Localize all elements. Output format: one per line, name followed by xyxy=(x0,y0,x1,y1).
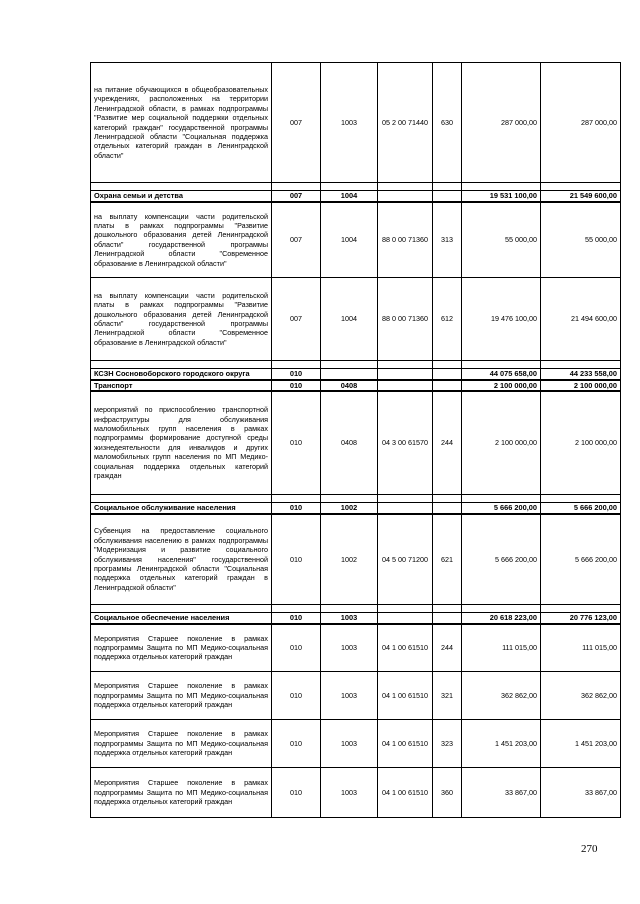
table-row xyxy=(91,202,621,278)
cell-amount-year-1: 362 862,00 xyxy=(462,672,541,720)
cell-description: Социальное обслуживание населения xyxy=(91,503,272,514)
cell-amount-year-1: 33 867,00 xyxy=(462,768,541,818)
cell-amount-year-1: 2 100 000,00 xyxy=(462,380,541,391)
cell-expense-type: 630 xyxy=(433,63,462,183)
cell-amount-year-1: 5 666 200,00 xyxy=(462,503,541,514)
cell-description: Транспорт xyxy=(91,380,272,391)
cell-amount-year-1: 19 531 100,00 xyxy=(462,191,541,202)
spacer-cell xyxy=(541,605,621,613)
table-row xyxy=(91,768,621,818)
spacer-cell xyxy=(272,361,321,369)
cell-department-code: 010 xyxy=(272,391,321,495)
cell-section-code: 1003 xyxy=(321,720,378,768)
cell-target-article: 88 0 00 71360 xyxy=(378,278,433,361)
cell-target-article: 04 1 00 61510 xyxy=(378,720,433,768)
cell-expense-type: 612 xyxy=(433,278,462,361)
cell-amount-year-2: 5 666 200,00 xyxy=(541,503,621,514)
budget-table xyxy=(90,62,621,818)
cell-section-code: 1003 xyxy=(321,63,378,183)
spacer-cell xyxy=(321,361,378,369)
cell-section-code: 1003 xyxy=(321,672,378,720)
spacer-cell xyxy=(433,183,462,191)
cell-target-article: 05 2 00 71440 xyxy=(378,63,433,183)
cell-section-code: 1003 xyxy=(321,768,378,818)
cell-description: Охрана семьи и детства xyxy=(91,191,272,202)
spacer-cell xyxy=(462,495,541,503)
spacer-row xyxy=(91,361,621,369)
table-row xyxy=(91,391,621,495)
cell-department-code: 010 xyxy=(272,380,321,391)
spacer-cell xyxy=(91,361,272,369)
cell-description: на выплату компенсации части родительской платы в рамках подпрограммы "Развитие дошкольного образования детей Ленинградской области" государственной программы Ленинградской области "Современное образование в Ленинградской области" xyxy=(91,278,272,361)
cell-amount-year-2: 21 494 600,00 xyxy=(541,278,621,361)
cell-expense-type xyxy=(433,369,462,380)
section-row xyxy=(91,613,621,624)
cell-expense-type: 323 xyxy=(433,720,462,768)
spacer-cell xyxy=(462,361,541,369)
spacer-cell xyxy=(272,495,321,503)
cell-description: мероприятий по приспособлению транспортной инфраструктуры для обслуживания маломобильных групп населения в рамках подпрограммы формирование доступной среды жизнедеятельности для инвалидов и других маломобильных групп населения по МП Медико-социальная поддержка отдельных категорий граждан xyxy=(91,391,272,495)
spacer-row xyxy=(91,495,621,503)
cell-expense-type: 321 xyxy=(433,672,462,720)
cell-amount-year-1: 19 476 100,00 xyxy=(462,278,541,361)
table-row xyxy=(91,624,621,672)
cell-expense-type xyxy=(433,380,462,391)
cell-section-code: 1003 xyxy=(321,624,378,672)
cell-amount-year-1: 55 000,00 xyxy=(462,202,541,278)
cell-amount-year-1: 1 451 203,00 xyxy=(462,720,541,768)
spacer-cell xyxy=(541,361,621,369)
cell-section-code: 1002 xyxy=(321,503,378,514)
table-row xyxy=(91,278,621,361)
spacer-row xyxy=(91,183,621,191)
cell-target-article xyxy=(378,369,433,380)
cell-target-article: 04 3 00 61570 xyxy=(378,391,433,495)
cell-section-code xyxy=(321,369,378,380)
table-body xyxy=(91,63,621,818)
spacer-cell xyxy=(433,605,462,613)
cell-department-code: 010 xyxy=(272,672,321,720)
table-row xyxy=(91,63,621,183)
cell-description: КСЗН Сосновоборского городского округа xyxy=(91,369,272,380)
section-row xyxy=(91,380,621,391)
cell-department-code: 007 xyxy=(272,191,321,202)
cell-department-code: 007 xyxy=(272,278,321,361)
cell-amount-year-2: 5 666 200,00 xyxy=(541,514,621,605)
cell-amount-year-1: 2 100 000,00 xyxy=(462,391,541,495)
spacer-cell xyxy=(378,361,433,369)
cell-target-article xyxy=(378,380,433,391)
cell-department-code: 010 xyxy=(272,720,321,768)
spacer-cell xyxy=(541,495,621,503)
cell-section-code: 1004 xyxy=(321,278,378,361)
cell-target-article: 04 5 00 71200 xyxy=(378,514,433,605)
cell-amount-year-2: 1 451 203,00 xyxy=(541,720,621,768)
cell-amount-year-2: 287 000,00 xyxy=(541,63,621,183)
spacer-cell xyxy=(462,605,541,613)
cell-amount-year-2: 2 100 000,00 xyxy=(541,391,621,495)
cell-amount-year-2: 2 100 000,00 xyxy=(541,380,621,391)
section-row xyxy=(91,503,621,514)
cell-expense-type: 244 xyxy=(433,391,462,495)
cell-amount-year-2: 33 867,00 xyxy=(541,768,621,818)
cell-description: Мероприятия Старшее поколение в рамках подпрограммы Защита по МП Медико-социальная поддержка отдельных категорий граждан xyxy=(91,720,272,768)
spacer-cell xyxy=(433,361,462,369)
cell-target-article xyxy=(378,191,433,202)
spacer-cell xyxy=(321,605,378,613)
spacer-cell xyxy=(272,605,321,613)
page-number: 270 xyxy=(581,843,598,855)
cell-description: Мероприятия Старшее поколение в рамках подпрограммы Защита по МП Медико-социальная поддержка отдельных категорий граждан xyxy=(91,624,272,672)
cell-description: Мероприятия Старшее поколение в рамках подпрограммы Защита по МП Медико-социальная поддержка отдельных категорий граждан xyxy=(91,672,272,720)
cell-expense-type: 313 xyxy=(433,202,462,278)
cell-department-code: 010 xyxy=(272,514,321,605)
cell-section-code: 1003 xyxy=(321,613,378,624)
cell-expense-type xyxy=(433,503,462,514)
section-row xyxy=(91,191,621,202)
cell-amount-year-2: 55 000,00 xyxy=(541,202,621,278)
cell-description: на питание обучающихся в общеобразовательных учреждениях, расположенных на территории Ленинградской области, в рамках подпрограммы "Развитие мер социальной поддержки отдельных категорий граждан" государственной программы Ленинградской области "Социальная поддержка отдельных категорий граждан в Ленинградской области" xyxy=(91,63,272,183)
cell-amount-year-2: 44 233 558,00 xyxy=(541,369,621,380)
cell-department-code: 010 xyxy=(272,369,321,380)
cell-department-code: 007 xyxy=(272,63,321,183)
cell-target-article: 88 0 00 71360 xyxy=(378,202,433,278)
cell-amount-year-1: 287 000,00 xyxy=(462,63,541,183)
cell-target-article xyxy=(378,503,433,514)
cell-target-article xyxy=(378,613,433,624)
spacer-row xyxy=(91,605,621,613)
table-row xyxy=(91,720,621,768)
cell-section-code: 1004 xyxy=(321,191,378,202)
spacer-cell xyxy=(91,183,272,191)
spacer-cell xyxy=(541,183,621,191)
spacer-cell xyxy=(462,183,541,191)
spacer-cell xyxy=(272,183,321,191)
cell-section-code: 1002 xyxy=(321,514,378,605)
cell-department-code: 010 xyxy=(272,624,321,672)
spacer-cell xyxy=(321,183,378,191)
cell-amount-year-1: 5 666 200,00 xyxy=(462,514,541,605)
cell-expense-type xyxy=(433,191,462,202)
cell-amount-year-2: 362 862,00 xyxy=(541,672,621,720)
cell-target-article: 04 1 00 61510 xyxy=(378,768,433,818)
table-row xyxy=(91,672,621,720)
cell-expense-type: 360 xyxy=(433,768,462,818)
cell-description: Социальное обеспечение населения xyxy=(91,613,272,624)
spacer-cell xyxy=(378,183,433,191)
cell-expense-type: 244 xyxy=(433,624,462,672)
cell-amount-year-2: 20 776 123,00 xyxy=(541,613,621,624)
cell-target-article: 04 1 00 61510 xyxy=(378,672,433,720)
spacer-cell xyxy=(378,605,433,613)
table-row xyxy=(91,514,621,605)
cell-expense-type: 621 xyxy=(433,514,462,605)
section-row xyxy=(91,369,621,380)
cell-department-code: 010 xyxy=(272,768,321,818)
cell-amount-year-2: 21 549 600,00 xyxy=(541,191,621,202)
spacer-cell xyxy=(91,495,272,503)
cell-section-code: 1004 xyxy=(321,202,378,278)
cell-description: Субвенция на предоставление социального обслуживания населению в рамках подпрограммы "Модернизация и развитие социального обслуживания населения" государственной программы Ленинградской области "Социальная поддержка отдельных категорий граждан в Ленинградской области" xyxy=(91,514,272,605)
cell-amount-year-1: 111 015,00 xyxy=(462,624,541,672)
cell-department-code: 010 xyxy=(272,613,321,624)
cell-amount-year-1: 20 618 223,00 xyxy=(462,613,541,624)
cell-department-code: 010 xyxy=(272,503,321,514)
cell-description: на выплату компенсации части родительской платы в рамках подпрограммы "Развитие дошкольного образования детей Ленинградской области" государственной программы Ленинградской области "Современное образование в Ленинградской области" xyxy=(91,202,272,278)
cell-section-code: 0408 xyxy=(321,380,378,391)
cell-expense-type xyxy=(433,613,462,624)
cell-amount-year-1: 44 075 658,00 xyxy=(462,369,541,380)
cell-amount-year-2: 111 015,00 xyxy=(541,624,621,672)
spacer-cell xyxy=(91,605,272,613)
spacer-cell xyxy=(321,495,378,503)
spacer-cell xyxy=(378,495,433,503)
cell-description: Мероприятия Старшее поколение в рамках подпрограммы Защита по МП Медико-социальная поддержка отдельных категорий граждан xyxy=(91,768,272,818)
cell-target-article: 04 1 00 61510 xyxy=(378,624,433,672)
cell-department-code: 007 xyxy=(272,202,321,278)
spacer-cell xyxy=(433,495,462,503)
cell-section-code: 0408 xyxy=(321,391,378,495)
